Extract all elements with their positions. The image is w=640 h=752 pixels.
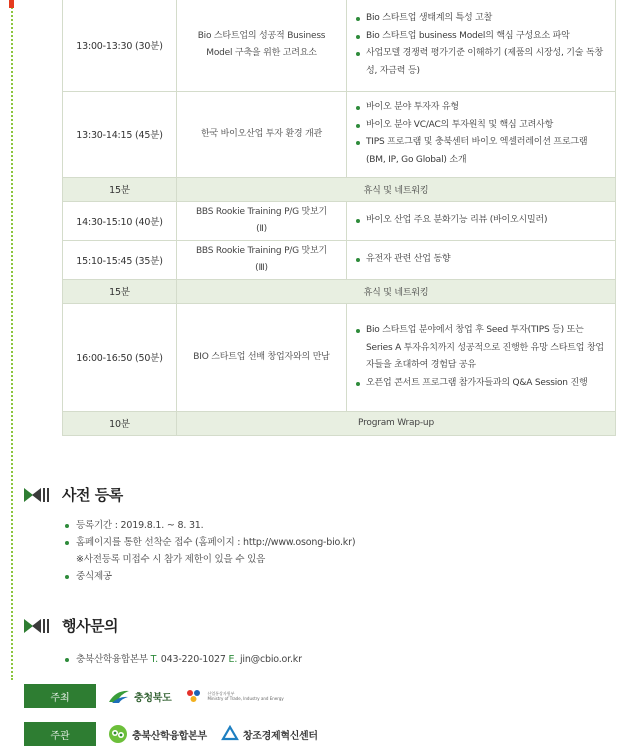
break-label: Program Wrap-up — [177, 411, 616, 435]
detail-cell — [347, 240, 616, 279]
ccei-logo — [221, 725, 318, 743]
chungbuk-emblem-icon — [108, 688, 130, 704]
time-cell: 10분 — [63, 411, 177, 435]
table-row — [63, 201, 616, 240]
topic-line: Bio 스타트업의 성공적 Business — [197, 31, 326, 42]
detail-item: Bio 스타트업 생태계의 특성 고찰 — [355, 10, 605, 28]
detail-item: 바이오 분야 VC/AC의 투자원칙 및 핵심 고려사항 — [355, 117, 605, 135]
time-cell: 16:00-16:50 (50분) — [63, 303, 177, 411]
topic-cell — [177, 240, 347, 279]
cbio-emblem-icon — [108, 724, 128, 744]
section-icon — [24, 488, 50, 502]
detail-cell — [347, 303, 616, 411]
inquiry-contact — [64, 651, 302, 668]
detail-item: 오픈업 콘서트 프로그램 참가자들과의 Q&A Session 진행 — [355, 375, 605, 393]
tel-label: T. — [150, 654, 158, 665]
ministry-name-en: Ministry of Trade, Industry and Energy — [207, 696, 284, 701]
table-row — [63, 303, 616, 411]
table-row-break — [63, 279, 616, 303]
topic-line: 한국 바이오산업 투자 환경 개관 — [200, 128, 323, 139]
inquiry-email[interactable]: jin@cbio.or.kr — [239, 654, 302, 665]
registration-info — [64, 517, 355, 585]
time-cell: 13:30-14:15 (45분) — [63, 91, 177, 177]
inquiry-heading — [24, 615, 118, 636]
ccei-name: 창조경제혁신센터 — [242, 730, 318, 742]
topic-cell — [177, 0, 347, 91]
inquiry-info — [64, 651, 302, 668]
host-label: 주최 — [24, 684, 96, 708]
topic-cell — [177, 303, 347, 411]
section-icon — [24, 619, 50, 633]
registration-meal: 중식제공 — [64, 568, 355, 585]
chungbuk-logo — [108, 688, 171, 704]
detail-item: 사업모델 경쟁력 평가기준 이해하기 (제품의 시장성, 기술 독창성, 자금력 등) — [355, 45, 605, 80]
ministry-name-ko: 산업통상자원부 — [207, 691, 235, 696]
ministry-emblem-icon — [185, 688, 203, 704]
registration-period: 등록기간 : 2019.8.1. ~ 8. 31. — [64, 517, 355, 534]
organizer-label: 주관 — [24, 722, 96, 746]
inquiry-tel[interactable]: 043-220-1027 — [160, 654, 226, 665]
registration-note: ※사전등록 미접수 시 참가 제한이 있을 수 있음 — [76, 554, 266, 565]
time-cell: 14:30-15:10 (40분) — [63, 201, 177, 240]
topic-cell — [177, 201, 347, 240]
detail-item: Bio 스타트업 분야에서 창업 후 Seed 투자(TIPS 등) 또는 Series A 투자유치까지 성공적으로 진행한 유망 스타트업 창업자들을 초대하여 경험담 공유 — [355, 322, 605, 375]
chungbuk-name: 충청북도 — [134, 692, 172, 704]
timeline-dotted-line — [11, 0, 13, 680]
section-title: 사전 등록 — [62, 486, 123, 504]
detail-cell — [347, 91, 616, 177]
schedule-table — [62, 0, 616, 436]
break-label: 휴식 및 네트워킹 — [177, 177, 616, 201]
detail-item: 유전자 관련 산업 동향 — [355, 251, 605, 269]
topic-line: BBS Rookie Training P/G 맛보기 — [195, 206, 328, 217]
host-row — [24, 684, 298, 708]
detail-cell — [347, 0, 616, 91]
email-label: E. — [228, 654, 238, 665]
organizer-row — [24, 722, 332, 746]
ccei-emblem-icon — [221, 725, 239, 743]
topic-cell — [177, 91, 347, 177]
topic-line: (Ⅱ) — [256, 223, 267, 234]
cbio-logo — [108, 724, 207, 744]
table-row — [63, 0, 616, 91]
time-cell: 15:10-15:45 (35분) — [63, 240, 177, 279]
table-row — [63, 240, 616, 279]
time-cell: 15분 — [63, 177, 177, 201]
table-row-break — [63, 177, 616, 201]
registration-heading — [24, 484, 123, 505]
topic-line: BIO 스타트업 선배 창업자와의 만남 — [193, 351, 330, 362]
table-row-break — [63, 411, 616, 435]
detail-item: Bio 스타트업 business Model의 핵심 구성요소 파악 — [355, 28, 605, 46]
cbio-name: 충북산학융합본부 — [132, 730, 207, 742]
registration-online-text: 홈페이지를 통한 선착순 접수 (홈페이지 : http://www.osong-bio.kr) — [76, 537, 356, 548]
detail-item: 바이오 산업 주요 분화기능 리뷰 (바이오시밀러) — [355, 212, 605, 230]
break-label: 휴식 및 네트워킹 — [177, 279, 616, 303]
inquiry-org: 충북산학융합본부 — [76, 654, 148, 665]
ministry-logo — [185, 688, 283, 704]
detail-item: TIPS 프로그램 및 충북센터 바이오 엑셀러레이션 프로그램 (BM, IP, Go Global) 소개 — [355, 134, 605, 169]
topic-line: BBS Rookie Training P/G 맛보기 — [195, 245, 328, 256]
timeline-marker — [9, 0, 14, 8]
topic-line: (Ⅲ) — [255, 262, 268, 273]
detail-item: 바이오 분야 투자자 유형 — [355, 99, 605, 117]
topic-line: Model 구축을 위한 고려요소 — [206, 48, 317, 59]
table-row — [63, 91, 616, 177]
section-title: 행사문의 — [62, 617, 118, 635]
time-cell: 13:00-13:30 (30분) — [63, 0, 177, 91]
detail-cell — [347, 201, 616, 240]
time-cell: 15분 — [63, 279, 177, 303]
registration-online — [64, 534, 355, 551]
